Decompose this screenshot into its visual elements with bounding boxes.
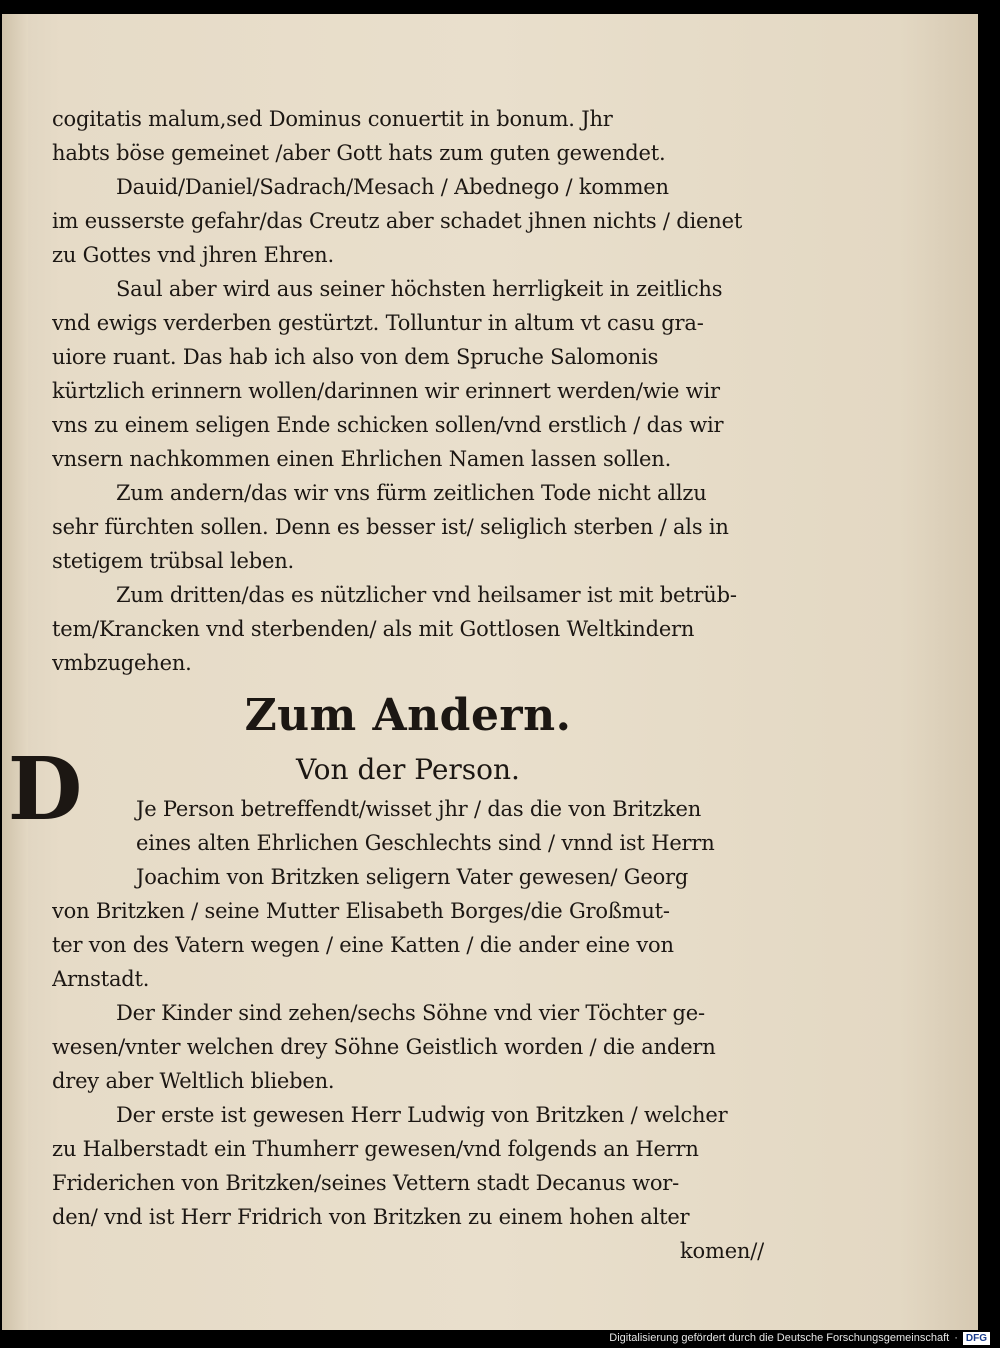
text-line: wesen/vnter welchen drey Söhne Geistlich worden / die andern bbox=[52, 1035, 716, 1059]
section-subheading: Von der Person. bbox=[296, 753, 520, 786]
text-line: Je Person betreffendt/wisset jhr / das die von Britzken bbox=[136, 797, 702, 821]
text-line: vns zu einem seligen Ende schicken sollen/vnd erstlich / das wir bbox=[52, 413, 724, 437]
text-line: habts böse gemeinet /aber Gott hats zum guten gewendet. bbox=[52, 141, 666, 165]
page-text bbox=[52, 102, 764, 1268]
text-line: drey aber Weltlich blieben. bbox=[52, 1069, 335, 1093]
text-line: cogitatis malum,sed Dominus conuertit in bonum. Jhr bbox=[52, 107, 613, 131]
text-line: eines alten Ehrlichen Geschlechts sind / vnnd ist Herrn bbox=[136, 831, 715, 855]
text-line: kürtzlich erinnern wollen/darinnen wir erinnert werden/wie wir bbox=[52, 379, 720, 403]
binding-shadow bbox=[2, 14, 28, 1330]
text-line: Der erste ist gewesen Herr Ludwig von Britzken / welcher bbox=[116, 1103, 728, 1127]
footer-separator: · bbox=[954, 1332, 958, 1344]
text-line: vnd ewigs verderben gestürtzt. Tolluntur in altum vt casu gra- bbox=[52, 311, 704, 335]
text-line: Saul aber wird aus seiner höchsten herrligkeit in zeitlichs bbox=[116, 277, 723, 301]
text-line: tem/Krancken vnd sterbenden/ als mit Gottlosen Weltkindern bbox=[52, 617, 695, 641]
text-line: Arnstadt. bbox=[52, 967, 150, 991]
text-line: zu Halberstadt ein Thumherr gewesen/vnd folgends an Herrn bbox=[52, 1137, 699, 1161]
text-line: Dauid/Daniel/Sadrach/Mesach / Abednego / kommen bbox=[116, 175, 669, 199]
footer bbox=[609, 1330, 990, 1346]
text-line: sehr fürchten sollen. Denn es besser ist/ seliglich sterben / als in bbox=[52, 515, 729, 539]
text-line: stetigem trübsal leben. bbox=[52, 549, 295, 573]
text-line: Zum andern/das wir vns fürm zeitlichen Tode nicht allzu bbox=[116, 481, 707, 505]
footer-credit-text: Digitalisierung gefördert durch die Deutsche Forschungsgemeinschaft bbox=[609, 1332, 950, 1344]
text-line: von Britzken / seine Mutter Elisabeth Borges/die Großmut- bbox=[52, 899, 670, 923]
text-line: vnsern nachkommen einen Ehrlichen Namen lassen sollen. bbox=[52, 447, 672, 471]
text-line: den/ vnd ist Herr Fridrich von Britzken zu einem hohen alter bbox=[52, 1205, 690, 1229]
text-line: im eusserste gefahr/das Creutz aber schadet jhnen nichts / dienet bbox=[52, 209, 743, 233]
text-line: Friderichen von Britzken/seines Vettern stadt Decanus wor- bbox=[52, 1171, 680, 1195]
text-line: Joachim von Britzken seligern Vater gewesen/ Georg bbox=[136, 865, 689, 889]
text-line: Der Kinder sind zehen/sechs Söhne vnd vier Töchter ge- bbox=[116, 1001, 705, 1025]
text-line: zu Gottes vnd jhren Ehren. bbox=[52, 243, 334, 267]
text-line: uiore ruant. Das hab ich also von dem Spruche Salomonis bbox=[52, 345, 659, 369]
text-line: ter von des Vatern wegen / eine Katten / die ander eine von bbox=[52, 933, 674, 957]
text-line: Zum dritten/das es nützlicher vnd heilsamer ist mit betrüb- bbox=[116, 583, 737, 607]
decorated-initial: D bbox=[7, 739, 83, 840]
section-heading: Zum Andern. bbox=[244, 690, 572, 741]
dfg-logo[interactable]: DFG bbox=[963, 1332, 990, 1345]
catchword: komen// bbox=[680, 1239, 764, 1263]
text-line: vmbzugehen. bbox=[52, 651, 192, 675]
